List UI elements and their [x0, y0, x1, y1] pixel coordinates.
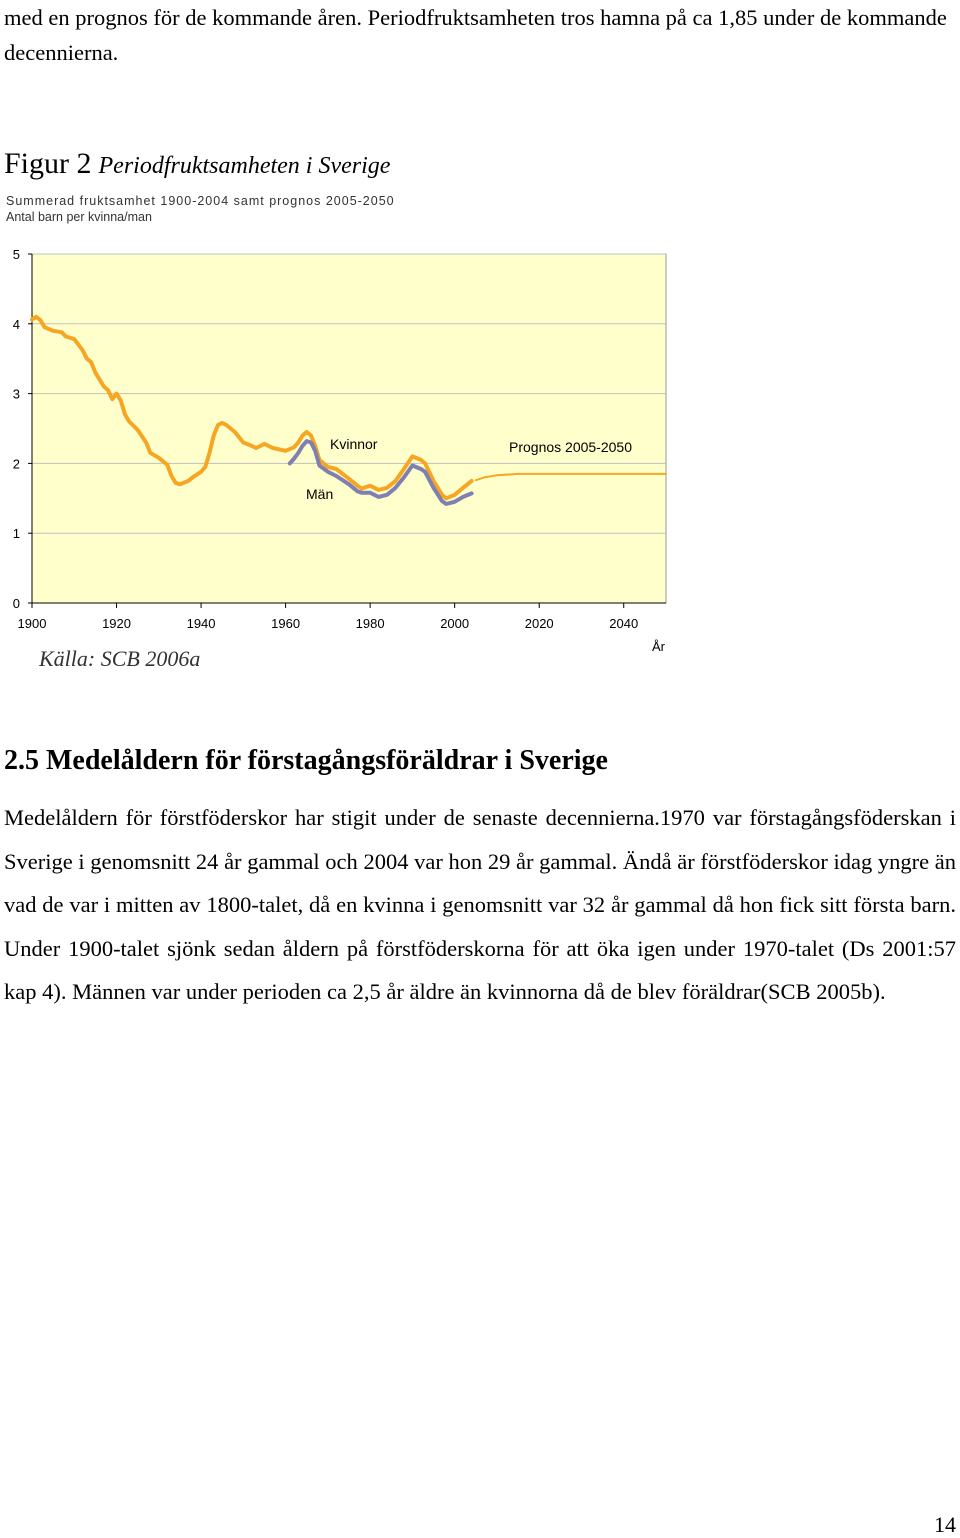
x-axis-label: År — [652, 639, 665, 654]
x-tick-label: 1900 — [17, 616, 47, 631]
y-tick-label: 5 — [12, 247, 20, 262]
x-tick-label: 1980 — [355, 616, 385, 631]
figure-caption — [4, 147, 390, 181]
y-tick-label: 1 — [12, 526, 20, 542]
chart-subtitle: Summerad fruktsamhet 1900-2004 samt prognos 2005-2050 — [6, 194, 395, 208]
y-tick-label: 4 — [12, 316, 20, 332]
annotation-kvinnor: Kvinnor — [330, 436, 378, 452]
x-tick-label: 2040 — [609, 616, 639, 631]
x-tick-label: 2000 — [440, 616, 470, 631]
section-heading: 2.5 Medelåldern för förstagångsföräldrar i Sverige — [4, 745, 608, 776]
chart-source: Källa: SCB 2006a — [39, 646, 201, 671]
fertility-chart — [0, 240, 690, 660]
annotation-man: Män — [306, 486, 334, 502]
x-tick-label: 1920 — [102, 616, 131, 631]
x-tick-label: 2020 — [524, 616, 554, 631]
x-tick-label: 1940 — [186, 616, 216, 631]
page-number: 14 — [934, 1512, 956, 1537]
section-body: Medelåldern för förstföderskor har stigit under de senaste decennierna.1970 var förstagångsföderskan i Sverige i genomsnitt 24 år gammal och 2004 var hon 29 år gammal. Ändå är förstföderskor idag yngre än vad de var i mitten av 1800-talet, då en kvinna i genomsnitt var 32 år gammal då hon fick sitt första barn. Under 1900-talet sjönk sedan åldern på förstföderskorna för att öka igen under 1970-talet (Ds 2001:57 kap 4). Männen var under perioden ca 2,5 år äldre än kvinnorna då de blev föräldrar(SCB 2005b). — [4, 805, 956, 1004]
annotation-prognos: Prognos 2005-2050 — [509, 439, 632, 455]
figure-title: Periodfruktsamheten i Sverige — [98, 153, 391, 179]
y-tick-label: 0 — [12, 596, 20, 611]
figure-label: Figur 2 — [4, 147, 92, 180]
plot-area — [32, 254, 666, 603]
chart-unit-label: Antal barn per kvinna/man — [6, 210, 152, 224]
intro-paragraph: med en prognos för de kommande åren. Periodfruktsamheten tros hamna på ca 1,85 under de kommande decennierna. — [4, 5, 947, 65]
y-tick-label: 2 — [12, 456, 20, 472]
y-tick-label: 3 — [12, 386, 20, 402]
x-tick-label: 1960 — [271, 616, 301, 631]
